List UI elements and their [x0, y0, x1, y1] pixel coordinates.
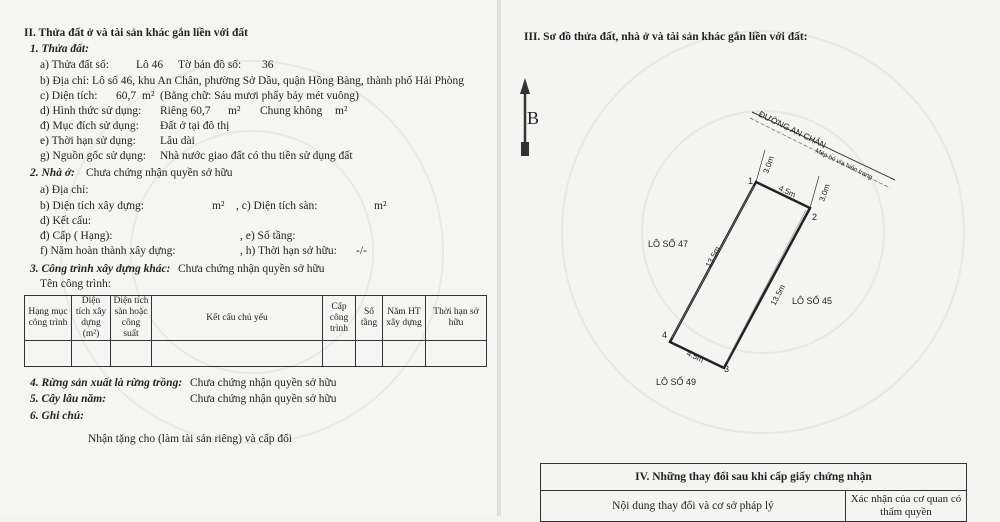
col-term: Thời hạn sở hữu	[426, 296, 487, 341]
map-sheet-value: 36	[262, 59, 274, 71]
house-heading: 2. Nhà ở:	[30, 167, 75, 179]
vertex-2: 2	[812, 212, 818, 222]
perennial-status: Chưa chứng nhận quyền sở hữu	[190, 393, 337, 405]
land-address: b) Địa chỉ: Lô số 46, khu An Chân, phường Sở Dầu, quận Hồng Bàng, thành phố Hải Phòng	[40, 75, 465, 87]
lot-45-label: LÔ SỐ 45	[792, 296, 833, 306]
land-heading: 1. Thửa đất:	[30, 43, 89, 55]
vertex-4: 4	[662, 330, 668, 340]
works-table	[24, 295, 487, 367]
north-label: B	[527, 108, 540, 128]
changes-table	[540, 463, 967, 522]
dim-right: 13.5m	[768, 283, 788, 307]
vertex-3: 3	[724, 364, 730, 374]
col-build-area: Diện tích xây dựng (m²)	[72, 296, 111, 341]
usage-purpose-label: đ) Mục đích sử dụng:	[40, 120, 139, 132]
forest-heading: 4. Rừng sản xuất là rừng trồng:	[30, 377, 183, 389]
forest-status: Chưa chứng nhận quyền sở hữu	[190, 377, 337, 389]
usage-term-value: Lâu dài	[160, 135, 195, 147]
usage-shared-unit: m²	[335, 105, 348, 117]
dim-left: 13.5m	[703, 245, 723, 269]
house-floor-area-unit: m²	[374, 200, 387, 212]
house-status: Chưa chứng nhận quyền sở hữu	[86, 167, 233, 179]
usage-purpose-value: Đất ở tại đô thị	[160, 120, 230, 132]
col-grade: Cấp công trình	[323, 296, 356, 341]
vertex-1: 1	[748, 176, 754, 186]
house-floor-area-label: , c) Diện tích sàn:	[236, 200, 318, 212]
changes-col-content: Nội dung thay đổi và cơ sở pháp lý	[541, 491, 846, 522]
section-heading-ii: II. Thửa đất ở và tài sản khác gắn liền với đất	[24, 27, 248, 39]
lot-49-label: LÔ SỐ 49	[656, 377, 697, 387]
house-ownership-term-value: -/-	[356, 245, 367, 257]
section-heading-iii: III. Sơ đồ thửa đất, nhà ở và tài sản khác gắn liền với đất:	[524, 31, 808, 43]
north-arrow-icon	[515, 78, 545, 160]
road-name: ĐƯỜNG AN CHÂN	[757, 108, 828, 151]
notes-heading: 6. Ghi chú:	[30, 410, 84, 422]
works-heading: 3. Công trình xây dựng khác:	[30, 263, 171, 275]
changes-heading: IV. Những thay đổi sau khi cấp giấy chứng nhận	[541, 464, 967, 491]
land-area-label: c) Diện tích:	[40, 90, 98, 102]
lot-47-label: LÔ SỐ 47	[648, 239, 689, 249]
changes-col-authority: Xác nhận của cơ quan có thẩm quyền	[846, 491, 967, 522]
col-item: Hạng mục công trình	[25, 296, 72, 341]
left-page	[0, 0, 497, 516]
map-sheet-label: Tờ bản đồ số:	[178, 59, 242, 71]
col-floor-area: Diện tích sàn hoặc công suất	[111, 296, 152, 341]
col-structure: Kết cấu chủ yếu	[152, 296, 323, 341]
house-ownership-term-label: , h) Thời hạn sở hữu:	[240, 245, 337, 257]
notes-text: Nhận tặng cho (làm tài sản riêng) và cấp đổi	[88, 433, 293, 445]
land-area-unit: m²	[142, 90, 155, 102]
usage-private: Riêng 60,7	[160, 105, 211, 117]
works-status: Chưa chứng nhận quyền sở hữu	[178, 263, 325, 275]
land-area-words: (Bằng chữ: Sáu mươi phẩy bảy mét vuông)	[160, 90, 359, 102]
perennial-heading: 5. Cây lâu năm:	[30, 393, 107, 405]
table-row	[25, 341, 487, 367]
house-build-area-unit: m²	[212, 200, 225, 212]
usage-origin-value: Nhà nước giao đất có thu tiền sử dụng đất	[160, 150, 353, 162]
house-structure-label: d) Kết cấu:	[40, 215, 92, 227]
sidewalk-label: Mép bó vỉa hiên trạng	[814, 147, 874, 182]
parcel-plan	[640, 110, 900, 400]
house-build-area-label: b) Diện tích xây dựng:	[40, 200, 144, 212]
dim-setback-2: 3.0m	[817, 182, 832, 203]
col-floors: Số tầng	[356, 296, 383, 341]
usage-term-label: e) Thời hạn sử dụng:	[40, 135, 136, 147]
house-grade-label: đ) Cấp ( Hạng):	[40, 230, 113, 242]
house-address-label: a) Địa chỉ:	[40, 184, 89, 196]
usage-form-label: d) Hình thức sử dụng:	[40, 105, 142, 117]
land-parcel-value: Lô 46	[136, 59, 164, 71]
land-area-value: 60,7	[116, 90, 137, 102]
dim-bottom: 4.5m	[685, 348, 706, 365]
usage-private-unit: m²	[228, 105, 241, 117]
parcel-outline	[670, 182, 810, 368]
dim-top: 4.5m	[777, 183, 798, 200]
land-parcel-label: a) Thửa đất số:	[40, 59, 109, 71]
house-floors-label: , e) Số tầng:	[240, 230, 296, 242]
dim-setback-1: 3.0m	[761, 154, 776, 175]
usage-origin-label: g) Nguồn gốc sử dụng:	[40, 150, 146, 162]
works-name-label: Tên công trình:	[40, 278, 111, 290]
col-year: Năm HT xây dựng	[383, 296, 426, 341]
house-year-label: f) Năm hoàn thành xây dựng:	[40, 245, 176, 257]
usage-shared: Chung không	[260, 105, 323, 117]
